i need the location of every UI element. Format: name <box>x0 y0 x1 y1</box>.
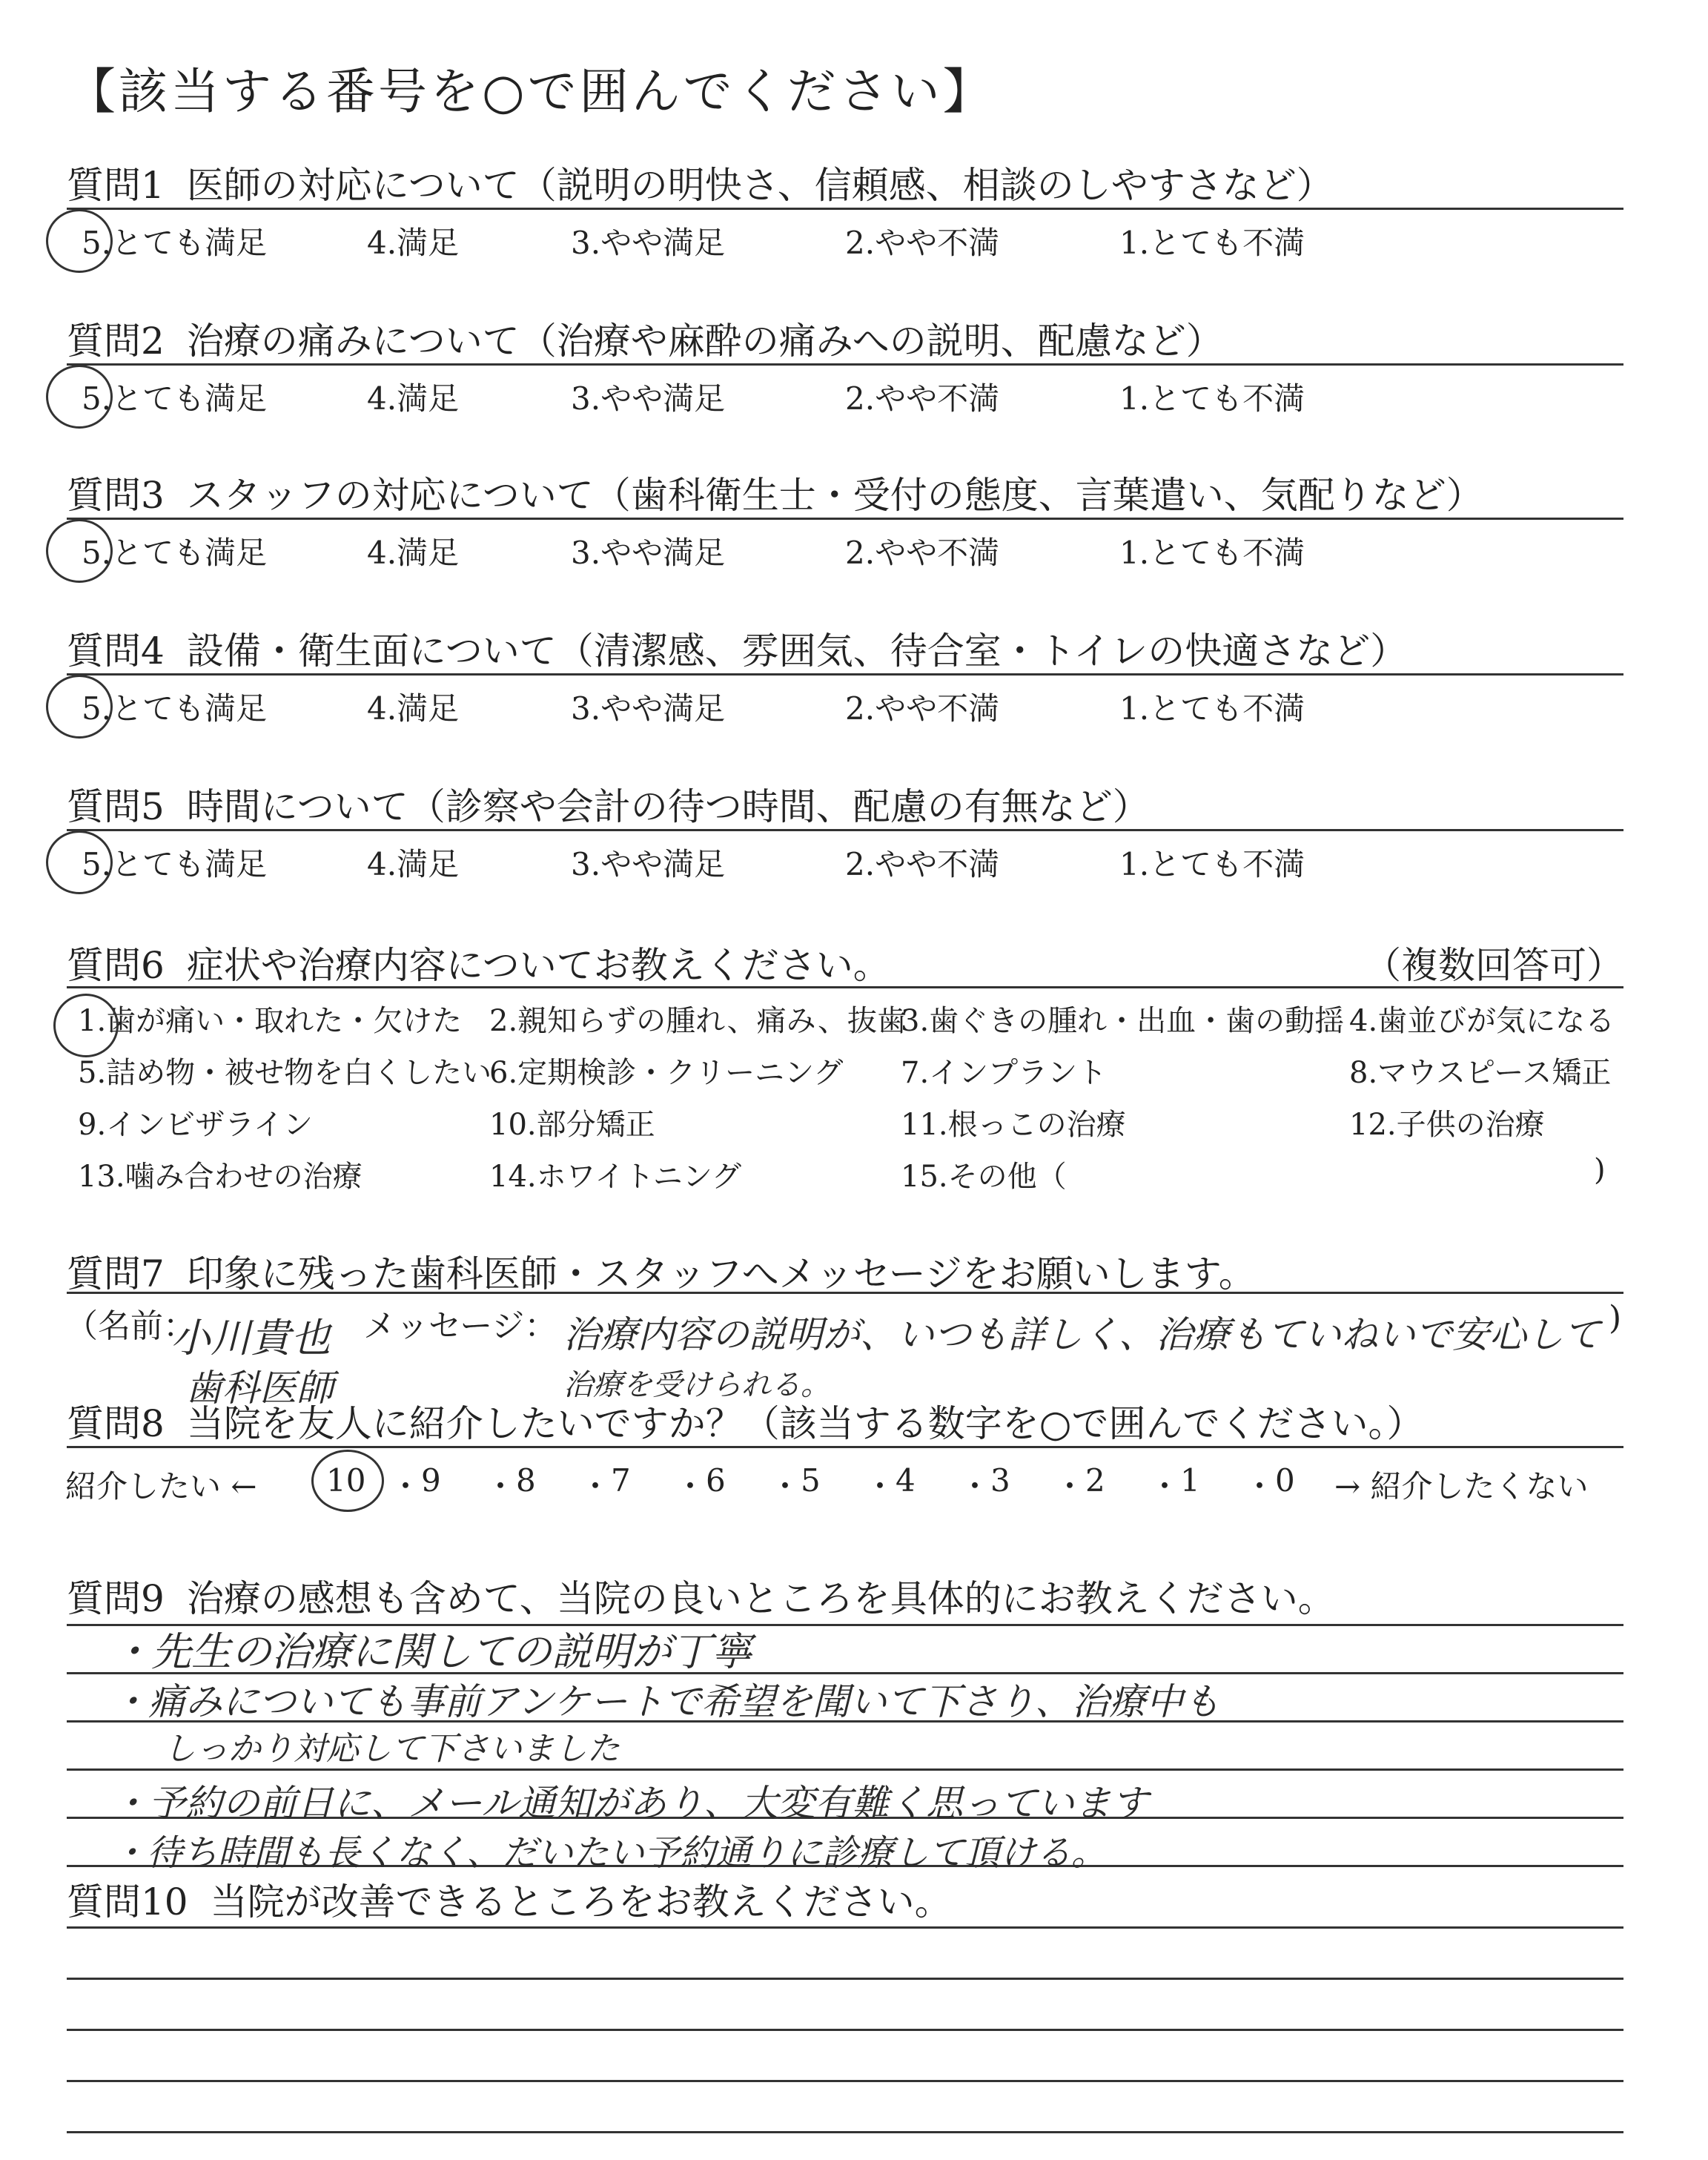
q9-heading <box>67 1569 1335 1622</box>
q4-option[interactable]: 5.とても満足 <box>82 690 268 727</box>
q9-answer-line: ・待ち時間も長くなく、だいたい予約通りに診療して頂ける。 <box>111 1832 1108 1874</box>
q5-heading <box>67 777 1150 830</box>
q7-text: 印象に残った歯科医師・スタッフへメッセージをお願いします。 <box>186 1252 1256 1295</box>
q2-option[interactable]: 1.とても不満 <box>1119 380 1305 417</box>
q6-rule <box>67 986 1623 988</box>
q7-rule <box>67 1292 1623 1294</box>
q1-option[interactable]: 3.やや満足 <box>571 225 726 261</box>
q8-scale-separator: ・ <box>1244 1468 1276 1505</box>
q8-scale-value[interactable]: 6 <box>706 1462 726 1499</box>
q6-option[interactable]: 5.詰め物・被せ物を白くしたい <box>78 1056 492 1090</box>
q1-option[interactable]: 5.とても満足 <box>82 225 268 261</box>
q3-option[interactable]: 2.やや不満 <box>845 535 1000 571</box>
q9-answer-line: ・予約の前日に、メール通知があり、大変有難く思っています <box>111 1782 1148 1825</box>
q6-text: 症状や治療内容についてお教えください。 <box>186 944 890 987</box>
q4-rule <box>67 673 1623 676</box>
q3-heading <box>67 466 1483 519</box>
q6-label: 質問6 <box>67 944 165 987</box>
q8-scale-separator: ・ <box>959 1468 991 1505</box>
q8-text: 当院を友人に紹介したいですか？（該当する数字を○で囲んでください。） <box>186 1402 1424 1445</box>
q4-answer-circle <box>46 675 113 739</box>
q7-close-paren: ) <box>1609 1299 1622 1337</box>
q2-label: 質問2 <box>67 320 165 363</box>
q2-option[interactable]: 3.やや満足 <box>571 380 726 417</box>
q9-label: 質問9 <box>67 1577 165 1620</box>
q8-scale-value[interactable]: 0 <box>1275 1462 1295 1499</box>
q6-note: （複数回答可） <box>1364 944 1623 987</box>
q4-heading <box>67 621 1407 675</box>
q1-text: 医師の対応について（説明の明快さ、信頼感、相談のしやすさなど） <box>186 164 1334 207</box>
q5-option[interactable]: 1.とても不満 <box>1119 846 1305 882</box>
q6-answer-circle <box>53 994 119 1057</box>
q10-rule-4 <box>67 2080 1623 2082</box>
q8-scale-separator: ・ <box>580 1468 612 1505</box>
q6-option[interactable]: 2.親知らずの腫れ、痛み、抜歯 <box>489 1004 907 1038</box>
q3-label: 質問3 <box>67 474 165 517</box>
q8-scale-value[interactable]: 3 <box>990 1462 1010 1499</box>
q3-option[interactable]: 3.やや満足 <box>571 535 726 571</box>
q1-rule <box>67 208 1623 210</box>
q5-label: 質問5 <box>67 785 165 828</box>
q8-scale-value[interactable]: 2 <box>1085 1462 1105 1499</box>
q9-text: 治療の感想も含めて、当院の良いところを具体的にお教えください。 <box>186 1577 1335 1620</box>
q3-option[interactable]: 5.とても満足 <box>82 535 268 571</box>
q5-text: 時間について（診察や会計の待つ時間、配慮の有無など） <box>186 785 1150 828</box>
q7-name-value: 小川貴也 <box>171 1315 331 1361</box>
q6-option[interactable]: 9.インビザライン <box>78 1108 313 1142</box>
q8-left-label: 紹介したい ← <box>65 1468 257 1505</box>
q2-heading <box>67 311 1223 365</box>
q6-option: ) <box>1594 1153 1606 1187</box>
q3-option[interactable]: 1.とても不満 <box>1119 535 1305 571</box>
q8-scale-value[interactable]: 5 <box>801 1462 821 1499</box>
q8-scale-separator: ・ <box>675 1468 706 1505</box>
q10-heading <box>67 1872 952 1926</box>
q9-answer-line: ・先生の治療に関しての説明が丁寧 <box>111 1628 752 1675</box>
q6-option[interactable]: 3.歯ぐきの腫れ・出血・歯の動揺 <box>901 1004 1345 1038</box>
q7-label: 質問7 <box>67 1252 165 1295</box>
q10-rule-3 <box>67 2029 1623 2031</box>
q2-option[interactable]: 2.やや不満 <box>845 380 1000 417</box>
q8-scale-separator: ・ <box>864 1468 896 1505</box>
q3-rule <box>67 518 1623 520</box>
q2-option[interactable]: 4.満足 <box>367 380 460 417</box>
q5-option[interactable]: 2.やや不満 <box>845 846 1000 882</box>
q8-scale-value[interactable]: 4 <box>896 1462 916 1499</box>
q3-option[interactable]: 4.満足 <box>367 535 460 571</box>
q8-scale-separator: ・ <box>769 1468 801 1505</box>
q8-scale-separator: ・ <box>390 1468 422 1505</box>
q10-label: 質問10 <box>67 1880 188 1923</box>
q8-rule <box>67 1446 1623 1448</box>
q6-option[interactable]: 15.その他（ <box>901 1160 1067 1194</box>
q1-label: 質問1 <box>67 164 165 207</box>
q5-answer-circle <box>46 830 113 894</box>
q10-text: 当院が改善できるところをお教えください。 <box>210 1880 952 1923</box>
q4-text: 設備・衛生面について（清潔感、雰囲気、待合室・トイレの快適さなど） <box>186 630 1408 673</box>
q5-option[interactable]: 4.満足 <box>367 846 460 882</box>
q8-scale-value[interactable]: 7 <box>611 1462 631 1499</box>
form-title: 【該当する番号を○で囲んでください】 <box>67 63 995 120</box>
q7-name-role: 歯科医師 <box>185 1367 334 1410</box>
q3-answer-circle <box>46 519 113 583</box>
q6-option[interactable]: 14.ホワイトニング <box>489 1160 742 1194</box>
q2-answer-circle <box>46 365 113 429</box>
q7-name-label: （名前： <box>65 1307 196 1345</box>
q1-option[interactable]: 2.やや不満 <box>845 225 1000 261</box>
q8-scale-value[interactable]: 1 <box>1180 1462 1200 1499</box>
q6-heading <box>67 936 890 989</box>
q6-option[interactable]: 1.歯が痛い・取れた・欠けた <box>78 1004 463 1038</box>
q10-rule-1 <box>67 1926 1623 1929</box>
q3-text: スタッフの対応について（歯科衛生士・受付の態度、言葉遣い、気配りなど） <box>186 474 1483 517</box>
q1-heading <box>67 156 1334 209</box>
q7-message-line2: 治療を受けられる。 <box>563 1368 830 1402</box>
q4-option[interactable]: 2.やや不満 <box>845 690 1000 727</box>
q10-rule-2 <box>67 1978 1623 1980</box>
q6-option[interactable]: 12.子供の治療 <box>1349 1108 1545 1142</box>
q10-rule-5 <box>67 2131 1623 2133</box>
q8-scale-separator: ・ <box>485 1468 517 1505</box>
q8-label: 質問8 <box>67 1402 165 1445</box>
q8-scale-value[interactable]: 9 <box>421 1462 441 1499</box>
q8-heading <box>67 1394 1423 1447</box>
q2-text: 治療の痛みについて（治療や麻酔の痛みへの説明、配慮など） <box>186 320 1223 363</box>
q6-option[interactable]: 10.部分矯正 <box>489 1108 655 1142</box>
q6-option[interactable]: 11.根っこの治療 <box>901 1108 1126 1142</box>
q5-option[interactable]: 5.とても満足 <box>82 846 268 882</box>
q2-rule <box>67 363 1623 366</box>
q8-scale-separator: ・ <box>1054 1468 1086 1505</box>
q9-answer-line: しっかり対応して下さいました <box>163 1730 620 1768</box>
q4-label: 質問4 <box>67 630 165 673</box>
q1-option[interactable]: 4.満足 <box>367 225 460 261</box>
q6-option[interactable]: 7.インプラント <box>901 1056 1108 1090</box>
q8-right-label: → 紹介したくない <box>1334 1468 1589 1505</box>
q6-option[interactable]: 8.マウスピース矯正 <box>1349 1056 1612 1090</box>
q6-option[interactable]: 6.定期検診・クリーニング <box>489 1056 844 1090</box>
q6-option[interactable]: 13.噛み合わせの治療 <box>78 1160 363 1194</box>
q5-rule <box>67 829 1623 831</box>
q4-option[interactable]: 1.とても不満 <box>1119 690 1305 727</box>
q2-option[interactable]: 5.とても満足 <box>82 380 268 417</box>
q7-heading <box>67 1244 1256 1298</box>
q8-answer-circle <box>311 1450 384 1512</box>
q4-option[interactable]: 4.満足 <box>367 690 460 727</box>
q8-scale-value[interactable]: 10 <box>326 1462 366 1499</box>
q7-message-label: メッセージ： <box>363 1307 557 1345</box>
q7-message-line1: 治療内容の説明が、いつも詳しく、治療もていねいで安心して <box>563 1313 1601 1356</box>
q9-answer-line: ・痛みについても事前アンケートで希望を聞いて下さり、治療中も <box>111 1680 1220 1723</box>
q5-option[interactable]: 3.やや満足 <box>571 846 726 882</box>
q8-scale-value[interactable]: 8 <box>516 1462 536 1499</box>
q6-option[interactable]: 4.歯並びが気になる <box>1349 1004 1615 1038</box>
q1-answer-circle <box>46 209 113 273</box>
q8-scale-separator: ・ <box>1149 1468 1181 1505</box>
q1-option[interactable]: 1.とても不満 <box>1119 225 1305 261</box>
q4-option[interactable]: 3.やや満足 <box>571 690 726 727</box>
